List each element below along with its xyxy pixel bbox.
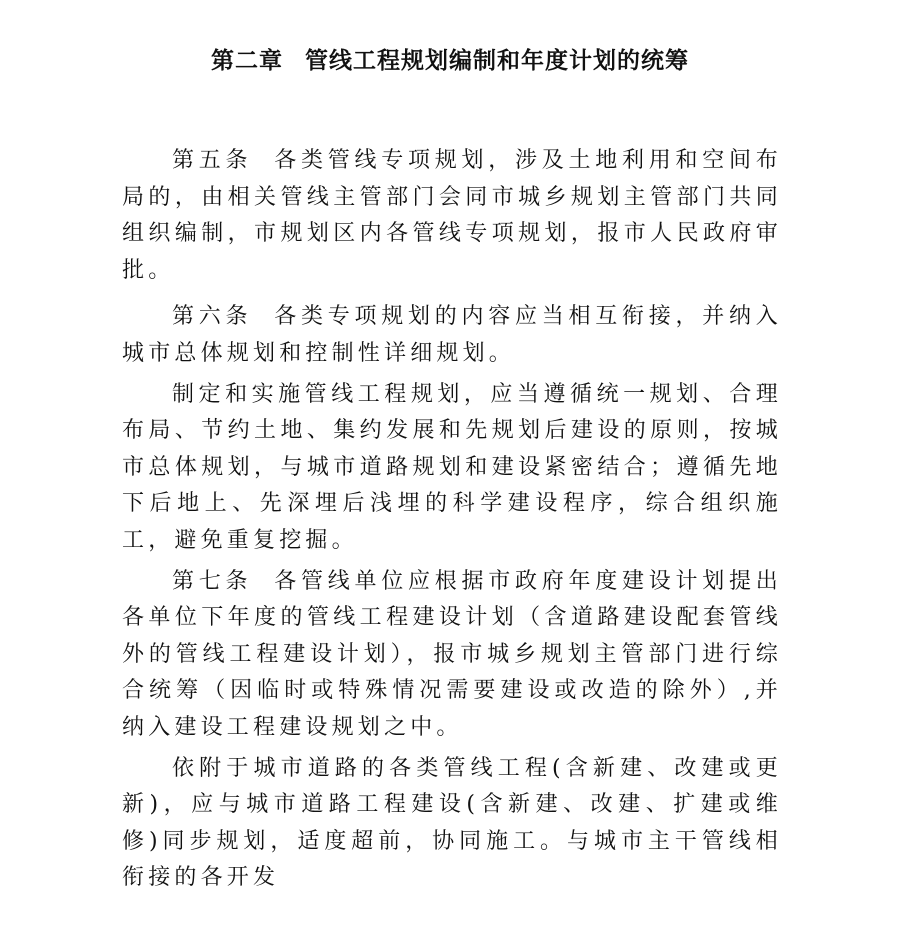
- article-7-continued-paragraph: [122, 751, 782, 897]
- article-text: 各类专项规划的内容应当相互衔接，并纳入城市总体规划和控制性详细规划。: [122, 304, 782, 366]
- article-number: 第六条: [172, 304, 253, 330]
- paragraph-text: 依附于城市道路的各类管线工程(含新建、改建或更新)，应与城市道路工程建设(含新建、改建、扩建或维修)同步规划，适度超前，协同施工。与城市主干管线相衔接的各开发: [122, 755, 782, 891]
- article-6-paragraph: [122, 299, 782, 372]
- article-text: 各类管线专项规划，涉及土地利用和空间布局的，由相关管线主管部门会同市城乡规划主管部门共同组织编制，市规划区内各管线专项规划，报市人民政府审批。: [122, 148, 782, 283]
- article-7-paragraph: [122, 564, 782, 747]
- chapter-title: 管线工程规划编制和年度计划的统筹: [305, 48, 689, 74]
- article-number: 第七条: [172, 568, 253, 594]
- chapter-number: 第二章: [211, 48, 283, 74]
- article-text: 各管线单位应根据市政府年度建设计划提出各单位下年度的管线工程建设计划（含道路建设配套管线外的管线工程建设计划），报市城乡规划主管部门进行综合统筹（因临时或特殊情况需要建设或改造的除外）,并纳入建设工程建设规划之中。: [122, 568, 782, 740]
- chapter-heading: [0, 44, 900, 78]
- document-body: [122, 143, 782, 907]
- article-6-continued-paragraph: [122, 377, 782, 560]
- article-5-paragraph: [122, 143, 782, 289]
- paragraph-text: 制定和实施管线工程规划，应当遵循统一规划、合理布局、节约土地、集约发展和先规划后建设的原则，按城市总体规划，与城市道路规划和建设紧密结合；遵循先地下后地上、先深埋后浅埋的科学建设程序，综合组织施工，避免重复挖掘。: [122, 381, 782, 553]
- article-number: 第五条: [172, 148, 253, 173]
